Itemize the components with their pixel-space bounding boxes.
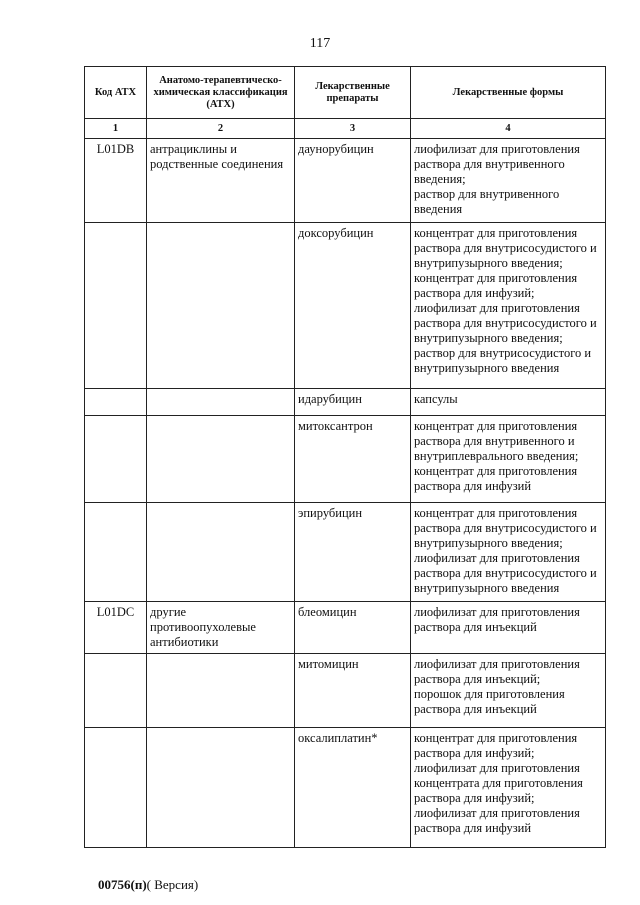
page-number: 117 (309, 36, 331, 51)
table-row (85, 389, 606, 416)
cell-dosage-forms: лиофилизат для приготовления раствора для инъекций (411, 602, 606, 654)
cell-classification (147, 728, 295, 848)
footer-code: 00756(п) (98, 877, 147, 892)
cell-dosage-forms: лиофилизат для приготовления раствора для инъекций; порошок для приготовления раствора для инъекций (411, 654, 606, 728)
column-number: 3 (295, 119, 411, 139)
cell-drug-name: оксалиплатин* (295, 728, 411, 848)
cell-dosage-forms: концентрат для приготовления раствора для внутрисосудистого и внутрипузырного введения; концентрат для приготовления раствора для инфузий; лиофилизат для приготовления раствора для внутрисосудистого и внутрипузырного введения; раствор для внутрисосудистого и внутрипузырного введения (411, 223, 606, 389)
cell-classification (147, 416, 295, 503)
cell-atx-code (85, 503, 147, 602)
cell-atx-code (85, 654, 147, 728)
header-drugs: Лекарственные препараты (295, 67, 411, 119)
cell-dosage-forms: лиофилизат для приготовления раствора для внутривенного введения; раствор для внутривенного введения (411, 139, 606, 223)
cell-dosage-forms: концентрат для приготовления раствора для внутривенного и внутриплеврального введения; концентрат для приготовления раствора для инфузий (411, 416, 606, 503)
cell-drug-name: доксорубицин (295, 223, 411, 389)
cell-atx-code (85, 389, 147, 416)
cell-drug-name: идарубицин (295, 389, 411, 416)
cell-drug-name: митомицин (295, 654, 411, 728)
cell-atx-code: L01DB (85, 139, 147, 223)
cell-drug-name: даунорубицин (295, 139, 411, 223)
table-header-row (85, 67, 606, 119)
cell-atx-code: L01DC (85, 602, 147, 654)
table-row (85, 416, 606, 503)
column-number-row (85, 119, 606, 139)
column-number: 2 (147, 119, 295, 139)
cell-drug-name: митоксантрон (295, 416, 411, 503)
cell-atx-code (85, 223, 147, 389)
table-row (85, 223, 606, 389)
table-body (85, 139, 606, 848)
cell-classification (147, 223, 295, 389)
cell-classification: другие противоопухолевые антибиотики (147, 602, 295, 654)
cell-atx-code (85, 416, 147, 503)
table-row (85, 139, 606, 223)
cell-classification (147, 389, 295, 416)
cell-dosage-forms: концентрат для приготовления раствора для внутрисосудистого и внутрипузырного введения; лиофилизат для приготовления раствора для внутрисосудистого и внутрипузырного введения (411, 503, 606, 602)
cell-classification: антрациклины и родственные соединения (147, 139, 295, 223)
atx-drug-table (84, 66, 606, 848)
header-atx-code: Код АТХ (85, 67, 147, 119)
column-number: 4 (411, 119, 606, 139)
table-row (85, 654, 606, 728)
document-footer (98, 877, 198, 893)
table-row (85, 503, 606, 602)
table-row (85, 728, 606, 848)
cell-classification (147, 654, 295, 728)
cell-dosage-forms: капсулы (411, 389, 606, 416)
column-number: 1 (85, 119, 147, 139)
table-row (85, 602, 606, 654)
cell-atx-code (85, 728, 147, 848)
cell-drug-name: эпирубицин (295, 503, 411, 602)
header-dosage-forms: Лекарственные формы (411, 67, 606, 119)
cell-dosage-forms: концентрат для приготовления раствора для инфузий; лиофилизат для приготовления концентрата для приготовления раствора для инфузий; лиофилизат для приготовления раствора для инфузий (411, 728, 606, 848)
header-atx-classification: Анатомо-терапевтическо-химическая классификация (АТХ) (147, 67, 295, 119)
footer-version: ( Версия) (146, 877, 199, 892)
cell-classification (147, 503, 295, 602)
cell-drug-name: блеомицин (295, 602, 411, 654)
